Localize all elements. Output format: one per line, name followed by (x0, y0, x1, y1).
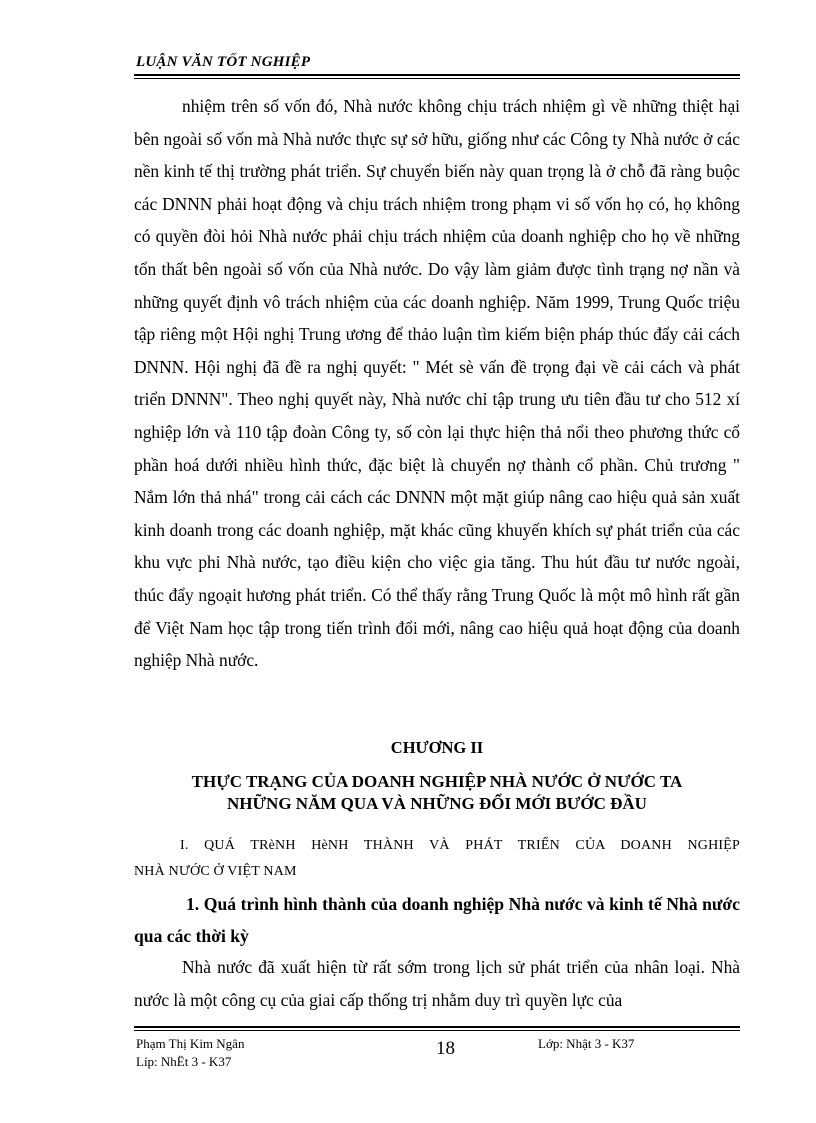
page-number: 18 (436, 1038, 455, 1059)
body-paragraph-2 (134, 951, 740, 1016)
header-rule-thick (134, 74, 740, 76)
chapter-title (134, 771, 740, 815)
running-header-title: LUẬN VĂN TỐT NGHIỆP (136, 54, 311, 70)
chapter-number: CHƯƠNG II (390, 738, 484, 757)
subsection-heading-text: 1. Quá trình hình thành của doanh nghiệp Nhà nước và kinh tế Nhà nước qua các thời kỳ (134, 894, 740, 946)
footer-class-left: Líp: NhËt 3 - K37 (136, 1054, 232, 1069)
section-heading (134, 833, 740, 885)
footer-rule-thin (134, 1030, 740, 1031)
paragraph-1: nhiệm trên số vốn đó, Nhà nước không chịu trách nhiệm gì về những thiệt hại bên ngoài số vốn mà Nhà nước thực sự sở hữu, giống như các Công ty Nhà nước ở các nền kinh tế thị trường phát triển. Sự chuyển biến này quan trọng là ở chỗ đã ràng buộc các DNNN phải hoạt động và chịu trách nhiệm trong phạm vi số vốn họ có, họ không có quyền đòi hỏi Nhà nước phải chịu trách nhiệm của doanh nghiệp cho họ về những tổn thất bên ngoài số vốn của Nhà nước. Do vậy làm giảm được tình trạng nợ nần và những quyết định vô trách nhiệm của các doanh nghiệp. Năm 1999, Trung Quốc triệu tập riêng một Hội nghị Trung ương để thảo luận tìm kiếm biện pháp thúc đẩy cải cách DNNN. Hội nghị đã đề ra nghị quyết: " Mét sè vấn đề trọng đại về cải cách và phát triển DNNN". Theo nghị quyết này, Nhà nước chỉ tập trung ưu tiên đầu tư cho 512 xí nghiệp lớn và 110 tập đoàn Công ty, số còn lại thực hiện thả nổi theo phương thức cổ phần hoá dưới nhiều hình thức, đặc biệt là chuyển nợ thành cổ phần. Chủ trương " Nắm lớn thả nhá" trong cải cách các DNNN một mặt giúp nâng cao hiệu quả sản xuất kinh doanh trong các doanh nghiệp, mặt khác cũng khuyến khích sự phát triển của các khu vực phi Nhà nước, tạo điều kiện cho việc gia tăng. Thu hút đầu tư nước ngoài, thúc đẩy ngoạit hương phát triển. Có thể thấy rằng Trung Quốc là một mô hình rất gần để Việt Nam học tập trong tiến trình đổi mới, nâng cao hiệu quả hoạt động của doanh nghiệp Nhà nước. (134, 96, 740, 671)
footer-author-block (136, 1035, 244, 1071)
chapter-title-line-2: NHỮNG NĂM QUA VÀ NHỮNG ĐỔI MỚI BƯỚC ĐẦU (227, 794, 647, 813)
subsection-heading (134, 888, 740, 952)
chapter-title-line-1: THỰC TRẠNG CỦA DOANH NGHIỆP NHÀ NƯỚC Ở NƯỚC TA (191, 772, 683, 791)
section-heading-line-1: I. QUÁ TRèNH HèNH THÀNH VÀ PHÁT TRIỂN CỦA DOANH NGHIỆP (180, 838, 740, 853)
paragraph-2: Nhà nước đã xuất hiện từ rất sớm trong lịch sử phát triển của nhân loại. Nhà nước là một công cụ của giai cấp thống trị nhằm duy trì quyền lực của (134, 957, 740, 1010)
footer-class-right: Lớp: Nhật 3 - K37 (538, 1036, 635, 1051)
body-paragraph (134, 90, 740, 677)
section-heading-line-2: NHÀ NƯỚC Ở VIỆT NAM (134, 864, 297, 879)
header-rule-thin (134, 78, 740, 79)
footer-rule-thick (134, 1026, 740, 1028)
footer-author: Phạm Thị Kim Ngân (136, 1036, 245, 1051)
